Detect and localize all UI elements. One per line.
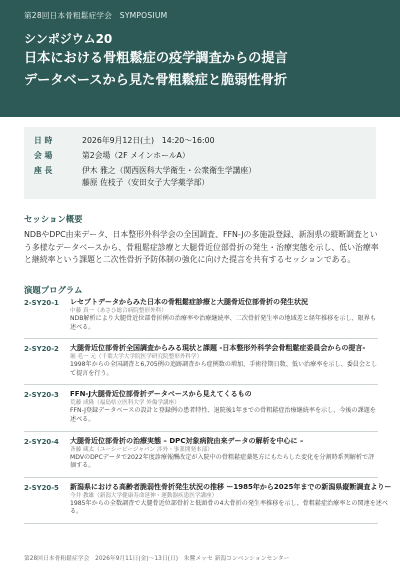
chair-label: 座 長: [34, 166, 53, 175]
program-speaker: 斉藤 蔵太（ユーシービージャパン 涉外・事業開発本部）: [70, 446, 213, 453]
program-body: [70, 389, 378, 424]
date-label: 日 時: [34, 136, 53, 145]
title-line-2: データベースから見た骨粗鬆症と脆弱性骨折: [24, 73, 288, 88]
program-id: 2-SY20-4: [24, 437, 59, 446]
program-speaker: 荒藤 成隆（福島県立医科大学 外傷学講座）: [70, 400, 180, 407]
program-list: [24, 297, 392, 528]
program-title: FFN-J大腿骨近位部骨折データベースから見えてくるもの: [70, 390, 252, 399]
program-item: [24, 482, 392, 524]
program-description: NDB解析により大腿骨近位部骨折例の治療率や治療継続率、二次骨折発生率の地域差と経年推移を示し、限界も述べる。: [70, 315, 376, 331]
program-body: [70, 297, 378, 332]
conference-line: 第28回日本骨粗鬆症学会 SYMPOSIUM: [24, 11, 168, 20]
program-title: 新潟県における高齢者脆弱性骨折発生状況の推移 ー1985年から2025年までの新潟県縦断調査よりー: [70, 482, 392, 491]
footer-text: 第28回日本骨粗鬆症学会 2026年9月11日(金)～13日(日) 朱鷺メッセ 新潟コンベンションセンター: [24, 556, 290, 562]
program-id: 2-SY20-3: [24, 391, 59, 400]
chair-2: 藤原 佐枝子（安田女子大学薬学部）: [82, 178, 210, 187]
venue-label: 会 場: [34, 151, 53, 160]
program-item: [24, 297, 378, 339]
program-item: [24, 389, 378, 431]
program-description: MDVのDPCデータで2022年度診療報酬改定が入院中の骨粗鬆症薬処方にもたらした変化を分割時系列解析で評価する。: [70, 453, 375, 470]
program-description: 1985年からの全数調査で大腿骨近位部骨折と低頭骨の4大骨折の発生率推移を示し、骨粗鬆症治療率との関連を述べる。: [70, 499, 388, 516]
program-item: [24, 343, 378, 385]
program-id: 2-SY20-2: [24, 345, 59, 354]
header-banner: [0, 0, 400, 117]
program-id: 2-SY20-1: [24, 299, 59, 307]
overview-text: NDBやDPC由来データ、日本整形外科学会の全国調査、FFN-Jの多施設登録、新潟県の縦断調査という多様なデータベースから、骨粗鬆症診療と大腿骨近位部骨折の発生・治療実態を示し、低い治療率と継続率という課題と二次性骨折予防体制の強化に向けた提言を共有するセッションである。: [24, 230, 379, 265]
date-row: [34, 135, 366, 147]
chair-1: 伊木 雅之（関西医科大学衛生・公衆衛生学講座）: [82, 166, 257, 175]
program-body: [70, 343, 378, 378]
program-heading: 演題プログラム: [24, 285, 83, 295]
venue-row: [34, 150, 366, 162]
program-description: 1998年からの全国調査と6,705例の追跡調査から症例数の増加、手術待期日数、低い治療率を示し、委員会として提言を行う。: [70, 361, 378, 377]
program-body: [70, 482, 391, 517]
date-value: 2026年9月12日(土) 14:20～16:00: [82, 136, 215, 145]
program-title: 大腿骨近位部骨折の治療実態 – DPC対象病院由来データの解析を中心に –: [70, 436, 304, 445]
program-speaker: 中藤 真一（あさひ総合病院整形外科）: [70, 308, 167, 314]
symposium-number: シンポジウム20: [24, 32, 113, 46]
program-speaker: 堀 毛一 元（千葉大学大学院医学研究院整形外科学）: [70, 354, 203, 361]
program-id: 2-SY20-5: [24, 483, 59, 492]
program-title: 大腿骨近位部骨折全国調査からみる現状と課題 -日本整形外科学会骨粗鬆症委員会からの提言-: [70, 344, 366, 353]
venue-value: 第2会場（2F メインホールA）: [82, 151, 190, 160]
overview-heading: セッション概要: [24, 214, 83, 224]
title-line-1: 日本における骨粗鬆症の疫学調査からの提言: [24, 51, 288, 66]
program-body: [70, 436, 378, 471]
program-speaker: 今井 教雄（新潟大学健康寿命延伸・運動器疾患医学講座）: [70, 492, 218, 499]
chair-list: [82, 165, 366, 189]
chair-row: [34, 165, 366, 189]
program-title: レセプトデータからみた日本の骨粗鬆症診療と大腿骨近位部骨折の発生状況: [70, 298, 308, 306]
program-description: FFN-J登録データベースの設計と登録例の患者特性、退院後1年までの骨粗鬆症治療継続率を示し、今後の課題を述べる。: [70, 407, 376, 423]
session-info-box: [24, 127, 376, 199]
program-item: [24, 436, 378, 478]
